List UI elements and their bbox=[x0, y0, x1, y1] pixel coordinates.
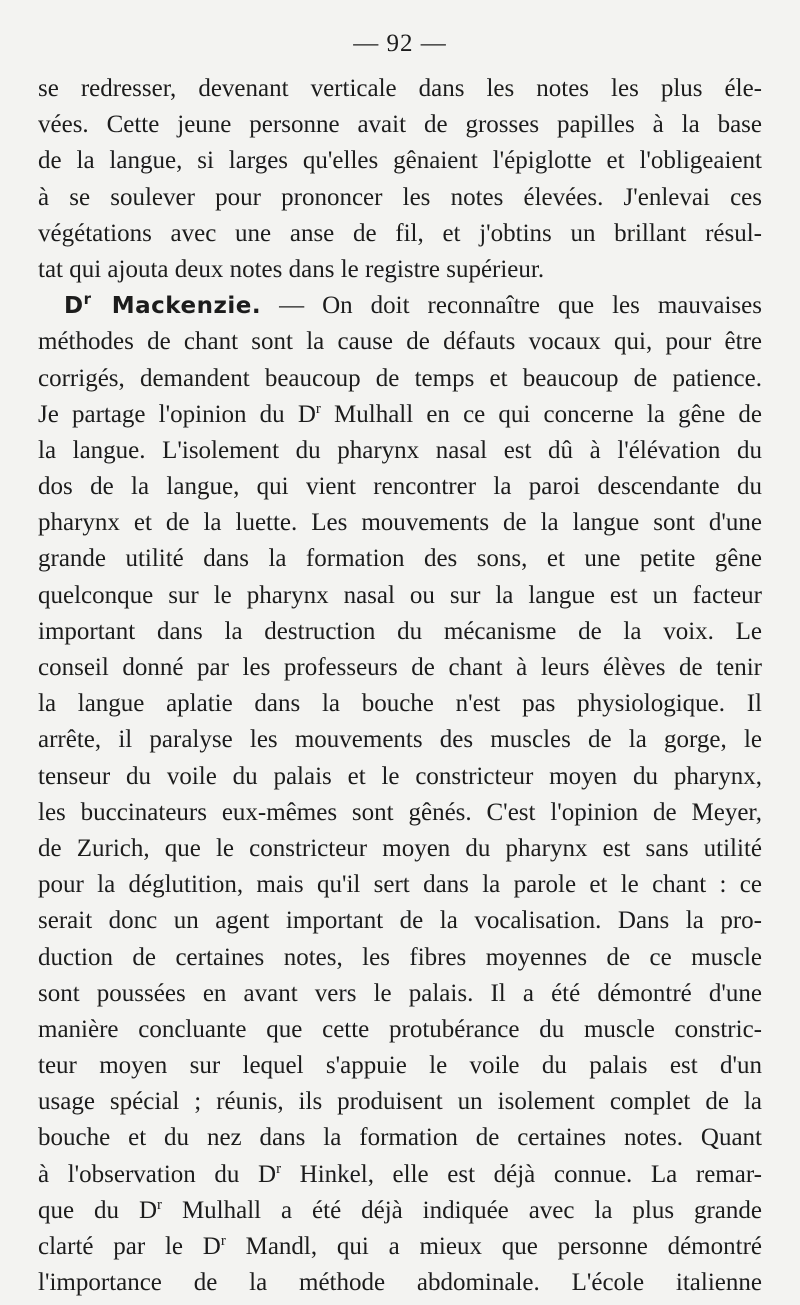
speaker-line: $D^r$ Mackenzie. — On doit reconnaître que les mauvaises bbox=[64, 290, 762, 320]
text-line: Je partage l'opinion du $D^r$ Mulhall en ce qui concerne la gêne de bbox=[38, 400, 762, 428]
text-line: dos de la langue, qui vient rencontrer la paroi descendante du bbox=[38, 473, 762, 501]
text-line: tat qui ajouta deux notes dans le registre supérieur. bbox=[38, 255, 545, 283]
text-line: corrigés, demandent beaucoup de temps et beaucoup de patience. bbox=[38, 364, 762, 392]
speaker-name: $D^r$ Mackenzie. bbox=[64, 290, 262, 320]
text-line: l'importance de la méthode abdominale. L'école italienne bbox=[38, 1269, 762, 1297]
text-line: la langue. L'isolement du pharynx nasal est dû à l'élévation du bbox=[38, 436, 762, 464]
text-line: serait donc un agent important de la vocalisation. Dans la pro- bbox=[38, 907, 762, 935]
body-text bbox=[38, 71, 762, 1301]
text-line: méthodes de chant sont la cause de défauts vocaux qui, pour être bbox=[38, 328, 762, 356]
text-line: quelconque sur le pharynx nasal ou sur la langue est un facteur bbox=[38, 581, 762, 609]
text-line: bouche et du nez dans la formation de certaines notes. Quant bbox=[38, 1124, 762, 1152]
text-line: de la langue, si larges qu'elles gênaient l'épiglotte et l'obligeaient bbox=[38, 147, 762, 175]
text-line: la langue aplatie dans la bouche n'est pas physiologique. Il bbox=[38, 690, 762, 718]
text-line: teur moyen sur lequel s'appuie le voile du palais est d'un bbox=[38, 1052, 762, 1080]
page-number: — 92 — bbox=[353, 30, 447, 57]
text-line: conseil donné par les professeurs de chant à leurs élèves de tenir bbox=[38, 654, 762, 681]
text-line: vées. Cette jeune personne avait de grosses papilles à la base bbox=[38, 111, 762, 139]
text-line: les buccinateurs eux-mêmes sont gênés. C'est l'opinion de Meyer, bbox=[38, 798, 762, 826]
text-line: clarté par le $D^r$ Mandl, qui a mieux que personne démontré bbox=[38, 1233, 762, 1260]
text-line: à se soulever pour prononcer les notes élevées. J'enlevai ces bbox=[38, 183, 762, 211]
text-line: à l'observation du $D^r$ Hinkel, elle est déjà connue. La remar- bbox=[38, 1160, 762, 1188]
text-line: arrête, il paralyse les mouvements des muscles de la gorge, le bbox=[38, 726, 762, 754]
text-line: que du $D^r$ Mulhall a été déjà indiquée avec la plus grande bbox=[38, 1196, 762, 1224]
text-line: de Zurich, que le constricteur moyen du pharynx est sans utilité bbox=[38, 834, 762, 862]
text-line: pour la déglutition, mais qu'il sert dans la parole et le chant : ce bbox=[38, 871, 762, 899]
text-line: sont poussées en avant vers le palais. Il a été démontré d'une bbox=[38, 979, 762, 1007]
text-line: important dans la destruction du mécanisme de la voix. Le bbox=[38, 617, 762, 645]
text-line: végétations avec une anse de fil, et j'obtins un brillant résul- bbox=[38, 219, 762, 247]
text-line: usage spécial ; réunis, ils produisent un isolement complet de la bbox=[38, 1088, 762, 1116]
text-line: grande utilité dans la formation des sons, et une petite gêne bbox=[38, 545, 762, 573]
text-line: tenseur du voile du palais et le constricteur moyen du pharynx, bbox=[38, 762, 762, 790]
text-line: pharynx et de la luette. Les mouvements de la langue sont d'une bbox=[38, 509, 762, 537]
text-line: duction de certaines notes, les fibres moyennes de ce muscle bbox=[38, 943, 762, 971]
text-line: se redresser, devenant verticale dans les notes les plus éle- bbox=[38, 75, 762, 102]
text-line: manière concluante que cette protubérance du muscle constric- bbox=[38, 1015, 762, 1043]
